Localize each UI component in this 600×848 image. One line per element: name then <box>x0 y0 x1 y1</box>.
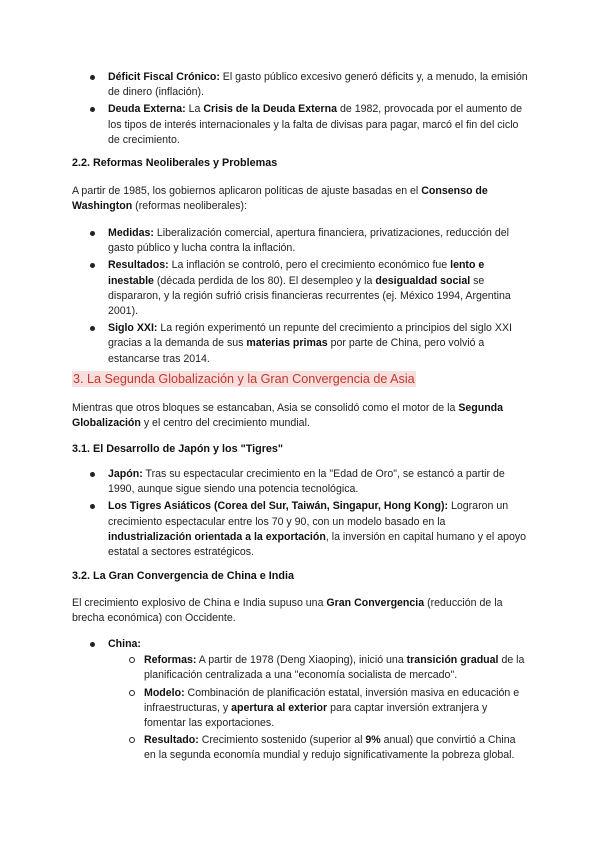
text-run: El crecimiento explosivo de China e India supuso una <box>72 597 327 609</box>
section-heading-2-2: 2.2. Reformas Neoliberales y Problemas <box>72 157 278 169</box>
list-item-china <box>72 637 530 764</box>
text-run: por parte de China, pero volvió a estancarse tras 2014. <box>108 337 485 365</box>
bold-text: Crisis de la Deuda Externa <box>203 103 338 116</box>
china-india-list <box>72 637 530 766</box>
text-run: Mientras que otros bloques se estancaban, Asia se consolidó como el motor de la <box>72 402 459 414</box>
bold-text: industrialización orientada a la exportación <box>108 530 326 543</box>
text-run: de la planificación centralizada a una "economía socialista de mercado". <box>144 654 525 682</box>
bold-text: materias primas <box>246 337 328 350</box>
bold-text: Consenso de Washington <box>72 185 488 213</box>
text-run: La región experimentó un repunte del crecimiento a principios del siglo XXI gracias a la demanda de sus <box>108 322 512 350</box>
text-run: A partir de 1985, los gobiernos aplicaron políticas de ajuste basadas en el <box>72 185 422 197</box>
bold-text: Resultado: <box>144 734 199 747</box>
section-heading-3-1: 3.1. El Desarrollo de Japón y los "Tigres" <box>72 443 284 455</box>
text-run: (reformas neoliberales): <box>132 200 248 213</box>
china-sub-list <box>108 653 530 763</box>
list-item <box>72 499 530 560</box>
neoliberal-reforms-list <box>72 226 530 369</box>
bold-text: Déficit Fiscal Crónico: <box>108 71 220 83</box>
text-run: A partir de 1978 (Deng Xiaoping), inició una <box>196 654 407 667</box>
bold-text: 9% <box>365 734 381 747</box>
text-run: Tras su espectacular crecimiento en la "Edad de Oro", se estancó a partir de 1990, aunque sigue siendo una potencia tecnológica. <box>108 468 505 496</box>
bold-text: Segunda Globalización <box>72 402 504 430</box>
bold-text: Gran Convergencia <box>326 597 425 609</box>
bold-text: Reformas: <box>144 654 197 667</box>
text-run: (reducción de la brecha económica) con Occidente. <box>72 597 503 625</box>
list-item <box>72 70 530 100</box>
list-item <box>72 226 530 256</box>
bold-text: desigualdad social <box>375 274 471 287</box>
text-run: La inflación se controló, pero el crecimiento económico fue <box>168 259 451 272</box>
bold-text: transición gradual <box>406 654 499 667</box>
section-heading-3-2: 3.2. La Gran Convergencia de China e India <box>72 570 295 582</box>
list-item <box>72 258 530 319</box>
section-heading-3 <box>72 371 530 388</box>
paragraph-3-2-intro <box>72 596 530 626</box>
bold-text: Medidas: <box>108 227 154 239</box>
bold-text: Modelo: <box>144 686 185 699</box>
bold-text: Siglo XXI: <box>108 322 158 335</box>
section-heading-3-text: 3. La Segunda Globalización y la Gran Convergencia de Asia <box>73 372 415 386</box>
text-run: (década perdida de los 80). El desempleo y la <box>153 274 376 287</box>
text-run: de 1982, provocada por el aumento de los tipos de interés internacionales y la falta de divisas para pagar, marcó el fin del ciclo de crecimiento. <box>108 103 522 146</box>
bold-text: apertura al exterior <box>231 701 328 714</box>
bold-text: Los Tigres Asiáticos (Corea del Sur, Taiwán, Singapur, Hong Kong): <box>108 500 449 513</box>
sub-list-item <box>108 653 530 683</box>
text-run: Lograron un crecimiento espectacular entre los 70 y 90, con un modelo basado en la <box>108 500 509 528</box>
text-run: para captar inversión extranjera y fomentar las exportaciones. <box>144 701 488 730</box>
list-item <box>72 467 530 497</box>
bold-text: Resultados: <box>108 259 169 272</box>
china-label: China: <box>108 638 141 650</box>
text-run: anual) que convirtió a China en la segunda economía mundial y redujo significativamente la pobreza global. <box>144 734 516 762</box>
list-item <box>72 321 530 367</box>
list-item <box>72 102 530 148</box>
paragraph-2-2-intro <box>72 184 530 214</box>
fiscal-debt-list <box>72 70 530 150</box>
sub-list-item <box>108 686 530 732</box>
text-run: La <box>185 103 204 116</box>
japan-tigers-list <box>72 467 530 562</box>
text-run: y el centro del crecimiento mundial. <box>140 417 310 430</box>
text-run: Combinación de planificación estatal, inversión masiva en educación e infraestructuras, y <box>144 686 520 714</box>
bold-text: Japón: <box>108 468 143 480</box>
sub-list-item <box>108 733 530 763</box>
text-run: Crecimiento sostenido (superior al <box>198 734 366 747</box>
text-run: se dispararon, y la región sufrió crisis financieras recurrentes (ej. México 1994, Argentina 2001). <box>108 274 511 318</box>
paragraph-3-intro <box>72 401 530 431</box>
text-run: El gasto público excesivo generó déficits y, a menudo, la emisión de dinero (inflación). <box>108 71 528 99</box>
bold-text: Deuda Externa: <box>108 103 186 116</box>
text-run: Liberalización comercial, apertura financiera, privatizaciones, reducción del gasto público y lucha contra la inflación. <box>108 227 509 255</box>
bold-text: lento e inestable <box>108 259 485 287</box>
text-run: , la inversión en capital humano y el apoyo estatal a sectores estratégicos. <box>108 530 527 559</box>
